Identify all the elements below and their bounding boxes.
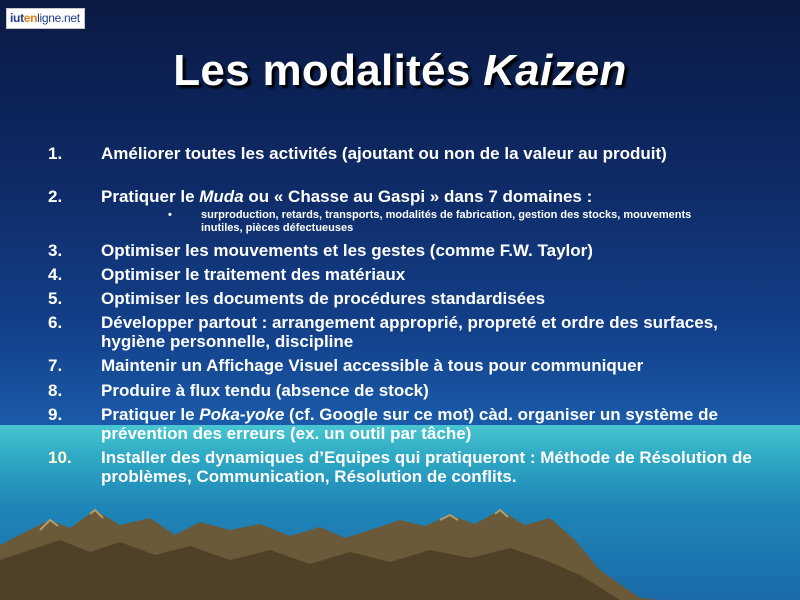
item-text: Optimiser les documents de procédures standardisées [101, 289, 546, 308]
item-number: 4. [48, 265, 63, 284]
item-text-emphasis: Poka-yoke [199, 405, 285, 424]
iutenligne-logo [6, 8, 85, 29]
title-italic: Kaizen [483, 46, 627, 95]
item-text: Maintenir un Affichage Visuel accessible à tous pour communiquer [101, 356, 644, 375]
item-text: Optimiser les mouvements et les gestes (comme F.W. Taylor) [101, 241, 593, 260]
item-text [101, 405, 761, 443]
item-text: Améliorer toutes les activités (ajoutant ou non de la valeur au produit) [101, 144, 667, 163]
item-text-pre: Pratiquer le [101, 187, 200, 206]
item-number: 3. [48, 241, 63, 260]
item-text-post: (cf. Google sur ce mot) càd. organiser un système de prévention des erreurs (ex. un outil par tâche) [101, 405, 718, 443]
item-number: 1. [48, 144, 63, 163]
sub-item-text: surproduction, retards, transports, modalités de fabrication, gestion des stocks, mouvements inutiles, pièces défectueuses [201, 209, 692, 234]
item-number: 2. [48, 187, 63, 206]
item-text: Développer partout : arrangement approprié, propreté et ordre des surfaces, hygiène personnelle, discipline [101, 313, 718, 351]
item-text: Optimiser le traitement des matériaux [101, 265, 406, 284]
title-main: Les modalités [173, 46, 484, 95]
item-text [101, 187, 761, 206]
item-number: 8. [48, 381, 63, 400]
item-number: 6. [48, 313, 63, 332]
logo-part-iut: iut [10, 11, 24, 25]
slide-title [0, 46, 800, 96]
item-text-emphasis: Muda [199, 187, 244, 206]
bullet-icon: • [168, 209, 172, 221]
mountains-illustration [0, 480, 800, 600]
item-text-pre: Pratiquer le [101, 405, 200, 424]
item-number: 7. [48, 356, 63, 375]
item-number: 5. [48, 289, 63, 308]
item-text-post: ou « Chasse au Gaspi » dans 7 domaines : [243, 187, 593, 206]
item-number: 9. [48, 405, 63, 424]
logo-part-domain: ligne.net [37, 11, 80, 25]
item-text: Installer des dynamiques d’Equipes qui pratiqueront : Méthode de Résolution de problèmes, Communication, Résolution de conflits. [101, 448, 752, 486]
logo-part-en: en [23, 11, 38, 25]
item-text: Produire à flux tendu (absence de stock) [101, 381, 429, 400]
item-number: 10. [48, 448, 72, 467]
